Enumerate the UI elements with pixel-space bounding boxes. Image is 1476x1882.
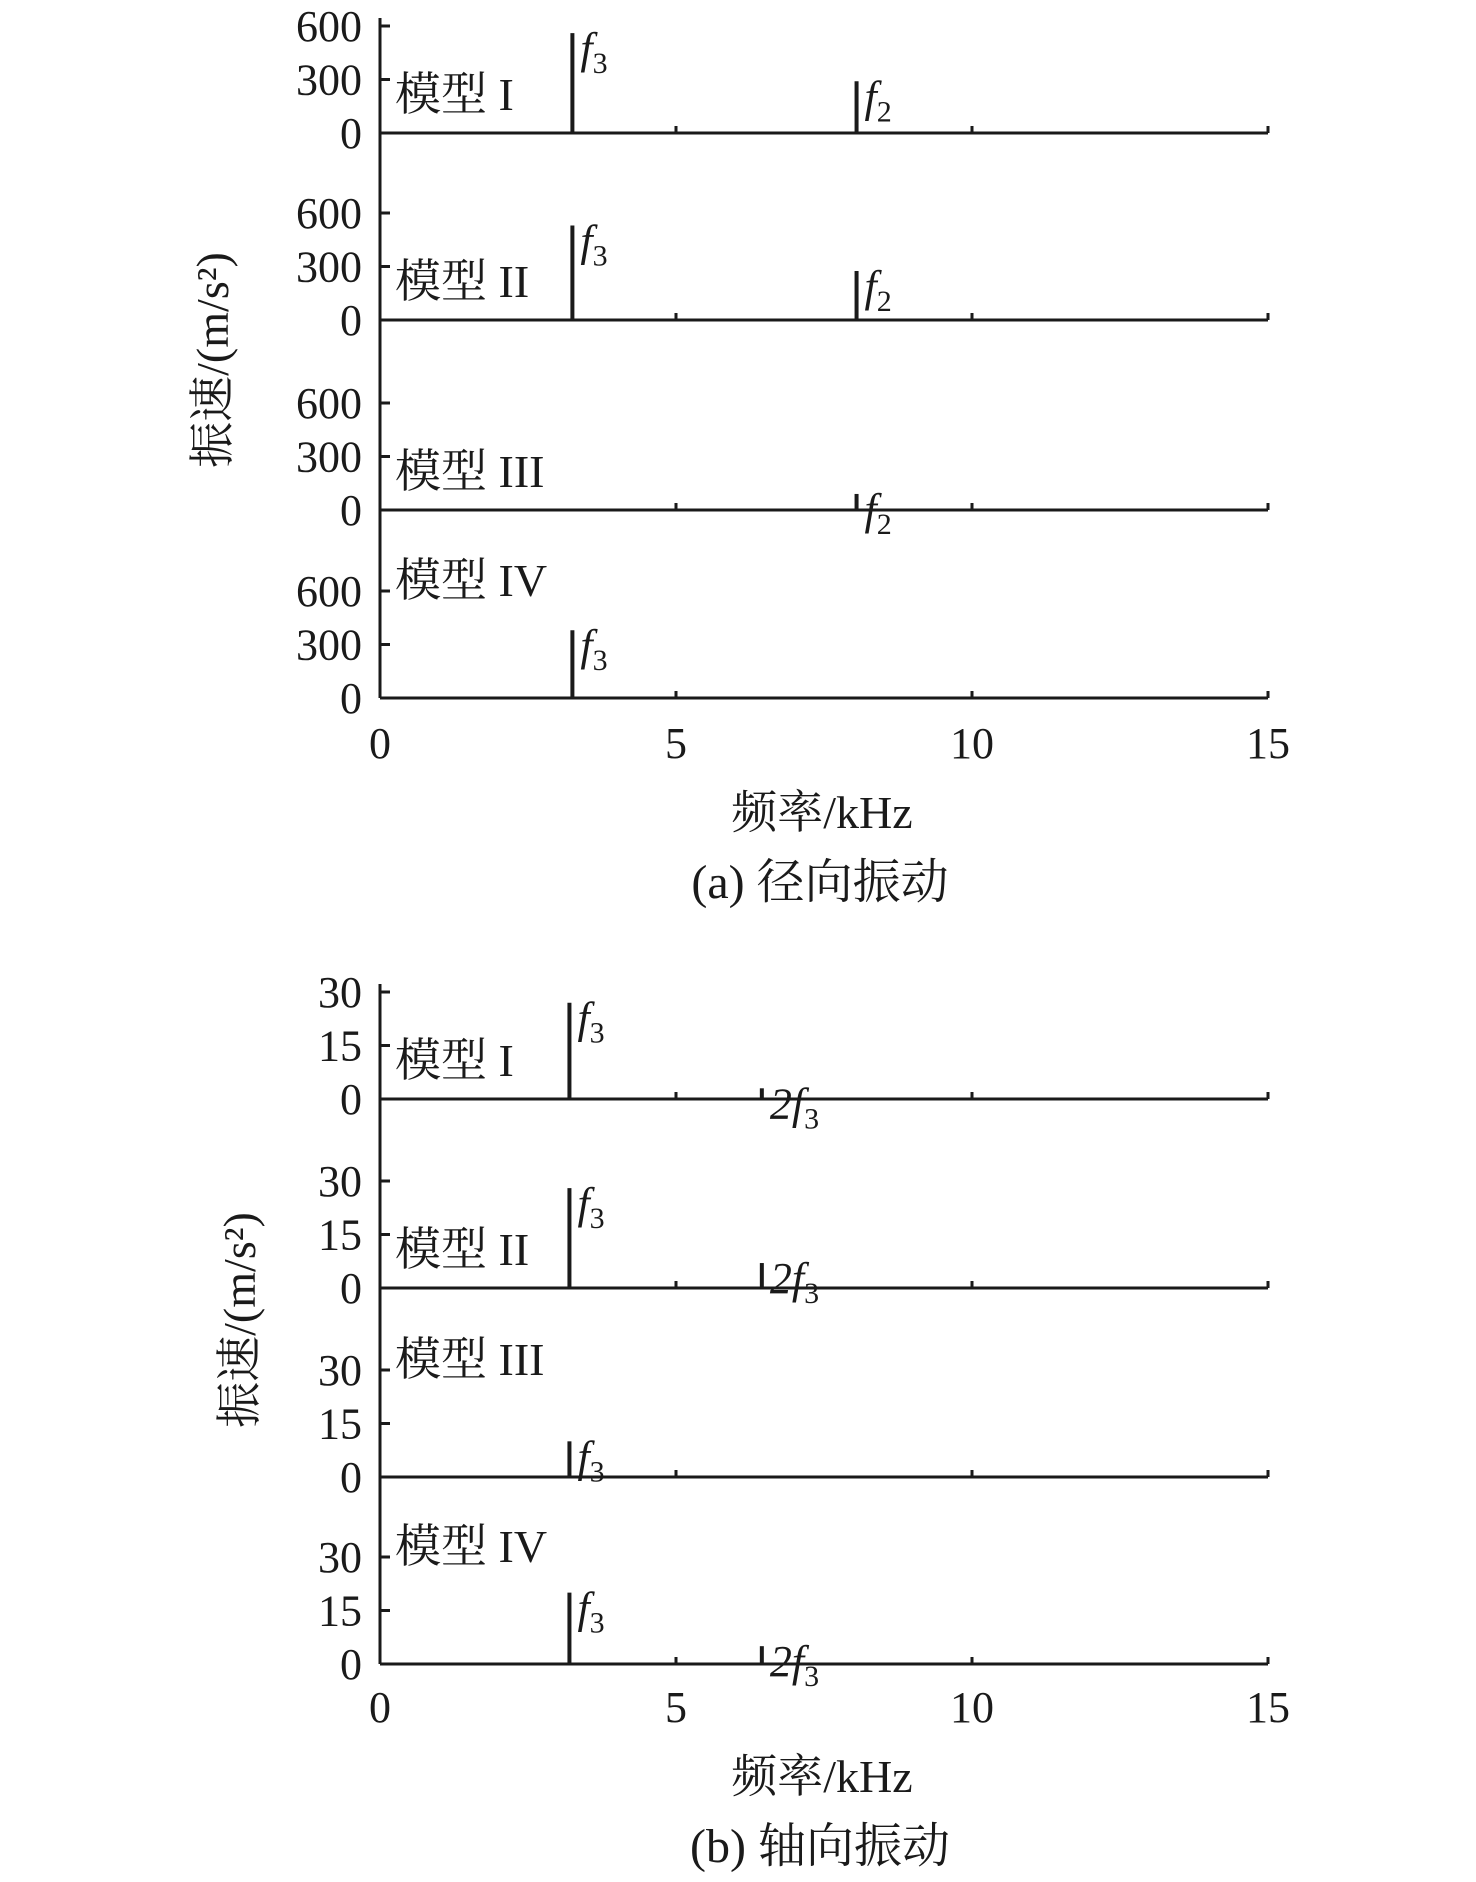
x-tick-label: 10 [950,1683,994,1732]
y-tick-label: 30 [318,1533,362,1582]
x-tick-label: 15 [1246,719,1290,768]
peak-label: $f_2$ [864,261,892,318]
x-axis-label: 频率/kHz [731,1751,913,1802]
y-tick-label: 300 [296,432,362,482]
panel-label: 模型 III [395,1334,545,1385]
peak-label: $f_3$ [577,993,605,1050]
figure-caption: (a) 径向振动 [691,856,949,909]
y-tick-label: 0 [340,109,362,158]
y-tick-label: 300 [296,620,362,670]
peak-label: $f_3$ [580,216,608,273]
peak-label: $f_3$ [580,24,608,81]
x-axis-label: 频率/kHz [731,787,913,838]
peak-label: $f_3$ [577,1179,605,1236]
panel-1 [318,1157,1268,1313]
panel-label: 模型 III [395,446,545,497]
x-tick-label: 0 [369,719,391,768]
y-tick-label: 15 [318,1210,362,1260]
y-tick-label: 30 [318,1157,362,1206]
y-tick-label: 300 [296,55,362,105]
y-tick-label: 600 [296,567,362,616]
panel-2 [296,379,1268,541]
panel-3 [296,555,1268,723]
peak-label: $2f_3$ [769,1637,820,1694]
x-tick-label: 0 [369,1683,391,1732]
peak-label: $2f_3$ [769,1254,820,1311]
y-tick-label: 15 [318,1021,362,1071]
y-axis-label: 振速/(m/s²) [214,1212,265,1428]
y-tick-label: 0 [340,1075,362,1124]
y-axis-label: 振速/(m/s²) [187,252,238,468]
panel-0 [296,2,1268,158]
peak-label: $2f_3$ [769,1079,820,1136]
chart-1 [214,968,1290,1873]
panel-3 [318,1521,1268,1693]
panel-label: 模型 IV [395,555,548,606]
y-tick-label: 0 [340,296,362,345]
peak-label: $f_2$ [864,72,892,129]
panel-1 [296,189,1268,345]
chart-0 [187,2,1290,909]
y-tick-label: 15 [318,1399,362,1449]
y-tick-label: 600 [296,189,362,238]
figure-caption: (b) 轴向振动 [690,1820,950,1873]
peak-label: $f_2$ [864,484,892,541]
y-tick-label: 0 [340,1264,362,1313]
panel-label: 模型 IV [395,1521,548,1572]
panel-2 [318,1334,1268,1502]
x-tick-label: 10 [950,719,994,768]
panel-label: 模型 II [395,256,530,307]
peak-label: $f_3$ [577,1583,605,1640]
x-tick-label: 5 [665,719,687,768]
x-tick-label: 15 [1246,1683,1290,1732]
y-tick-label: 600 [296,2,362,51]
y-tick-label: 300 [296,242,362,292]
y-tick-label: 15 [318,1586,362,1636]
y-tick-label: 600 [296,379,362,428]
y-tick-label: 30 [318,968,362,1017]
panel-label: 模型 I [395,1035,514,1086]
peak-label: $f_3$ [580,621,608,678]
panel-0 [318,968,1268,1135]
peak-label: $f_3$ [577,1432,605,1489]
y-tick-label: 0 [340,1640,362,1689]
y-tick-label: 30 [318,1346,362,1395]
y-tick-label: 0 [340,1453,362,1502]
panel-label: 模型 I [395,69,514,120]
panel-label: 模型 II [395,1224,530,1275]
y-tick-label: 0 [340,674,362,723]
y-tick-label: 0 [340,486,362,535]
x-tick-label: 5 [665,1683,687,1732]
